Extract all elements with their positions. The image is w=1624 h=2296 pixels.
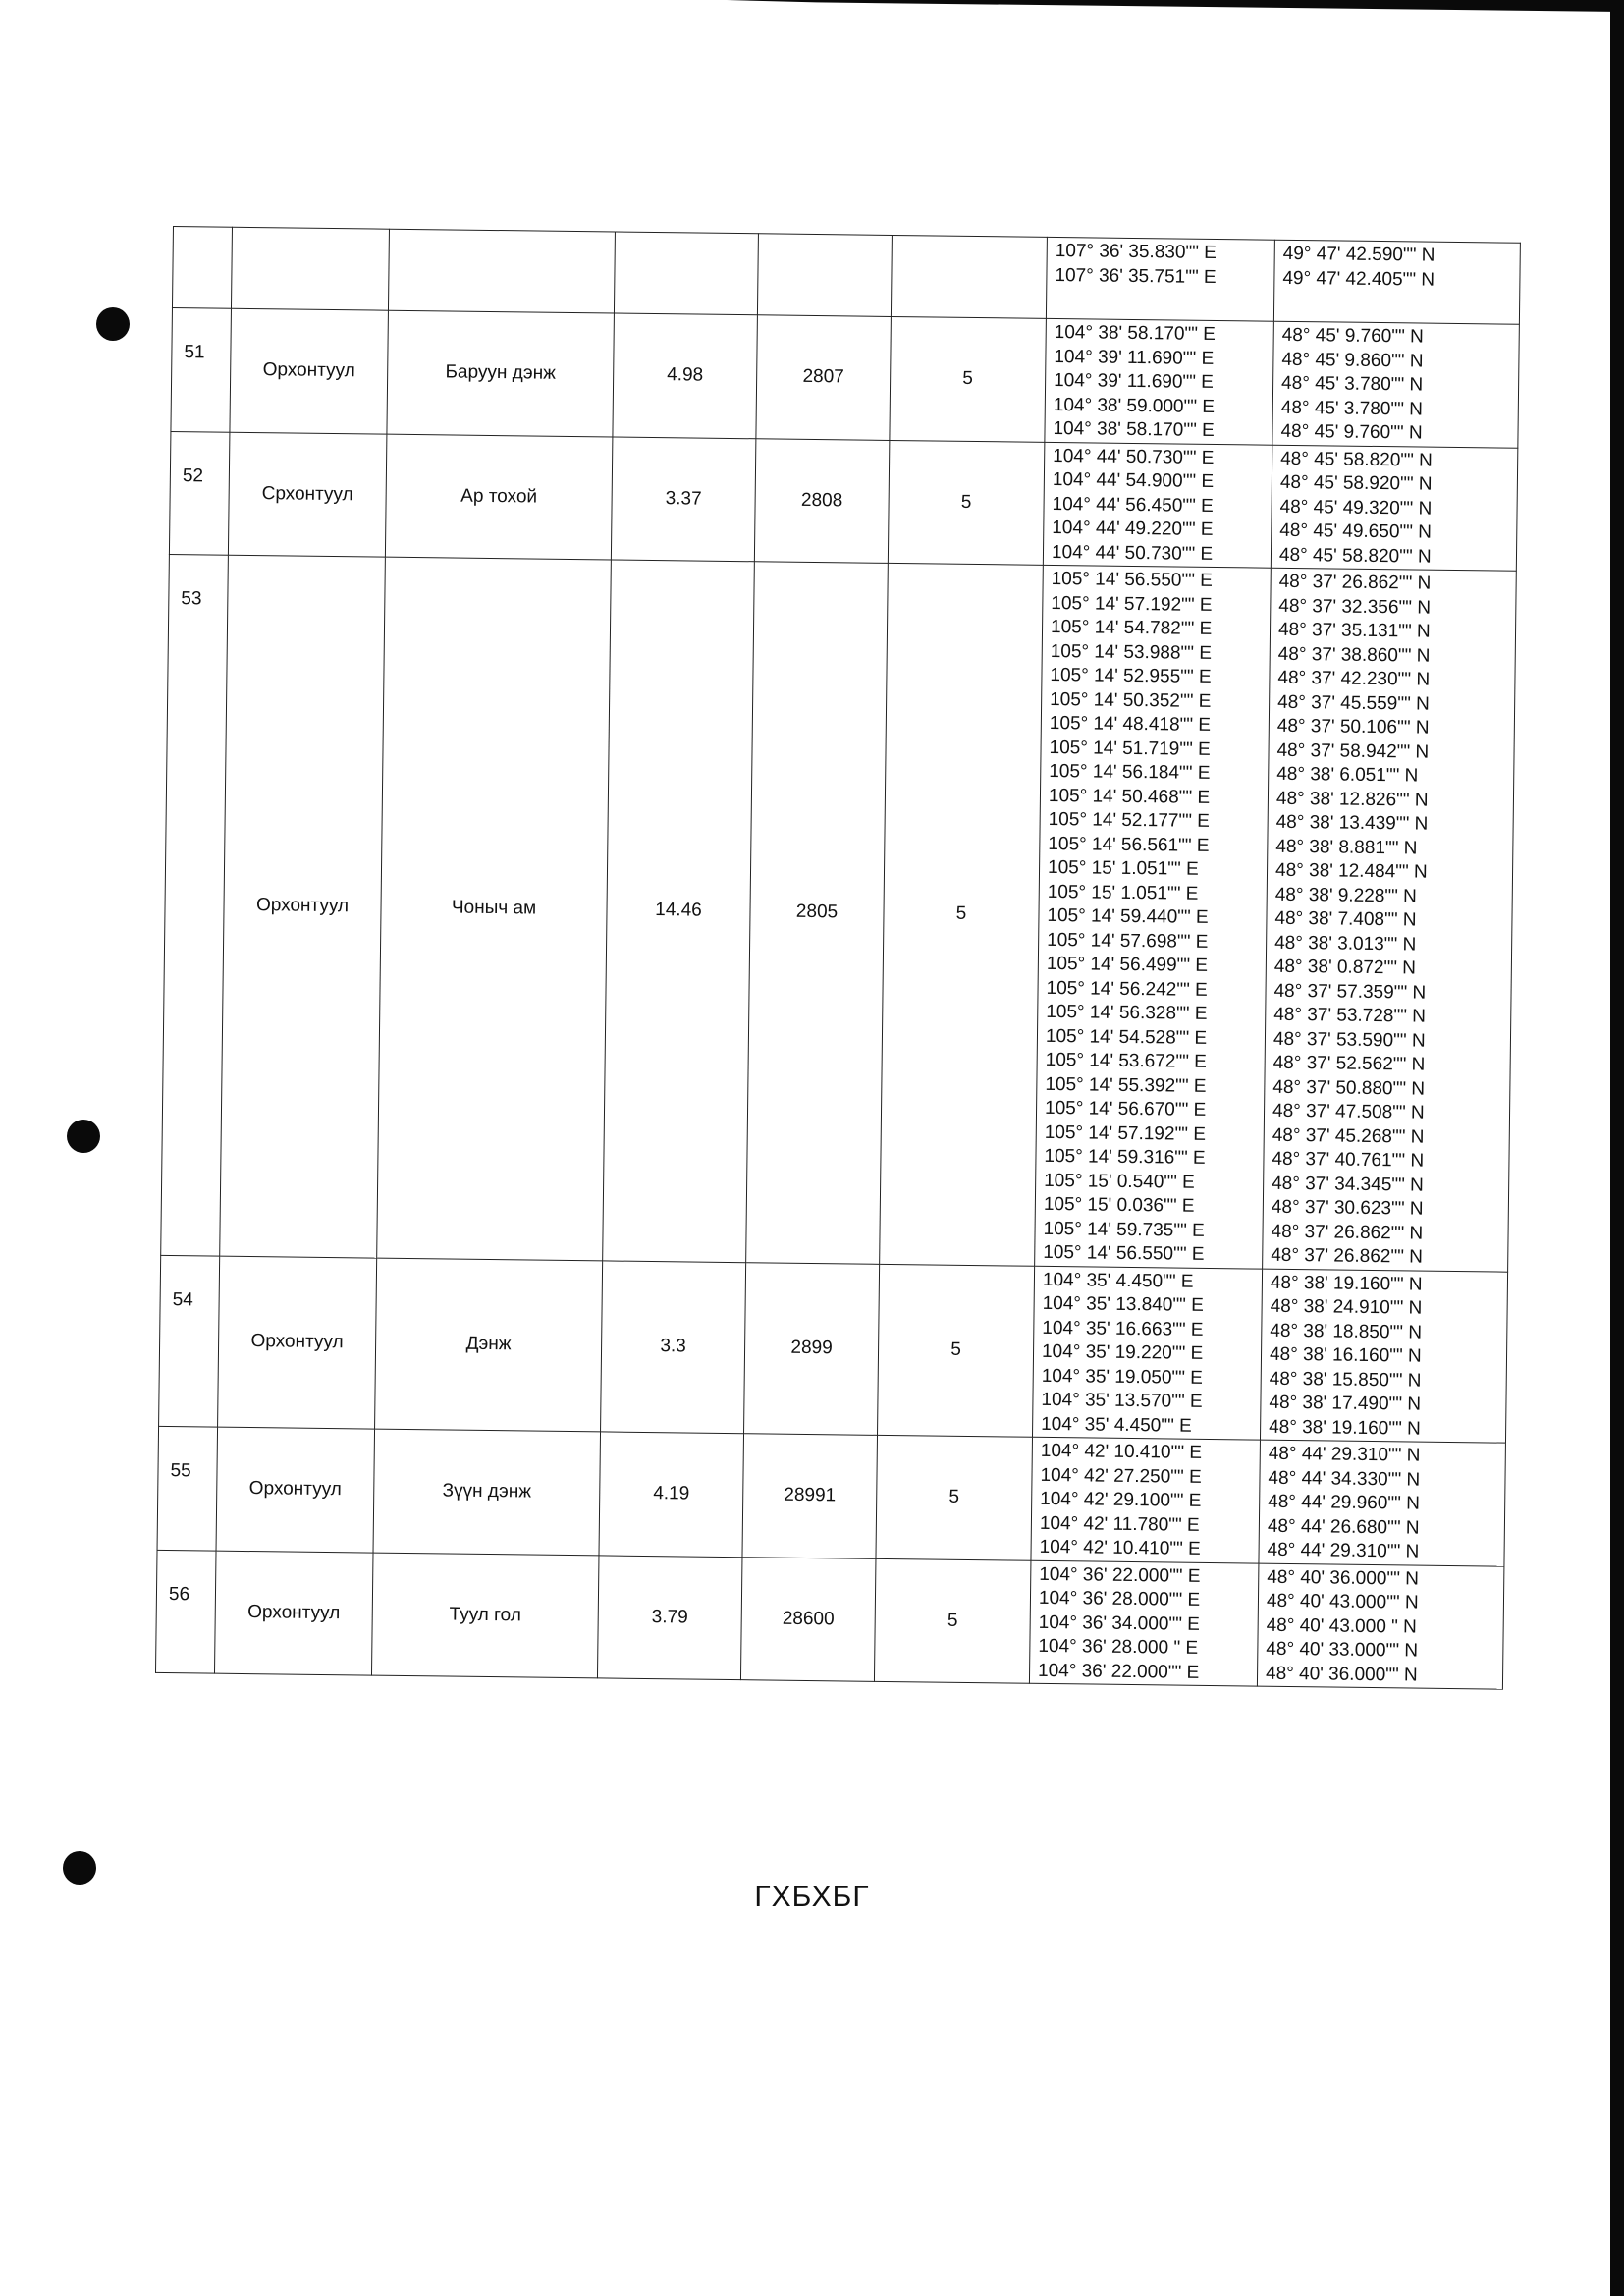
longitude-value: 105° 14' 51.719"" E	[1049, 737, 1211, 760]
latitude-value: 48° 37' 26.862"" N	[1271, 1244, 1424, 1268]
latitude-list	[1263, 568, 1517, 1272]
longitude-value: 105° 15' 1.051"" E	[1047, 881, 1199, 904]
latitude-value: 48° 45' 3.780"" N	[1280, 397, 1424, 420]
row-area	[614, 232, 758, 315]
latitude-value: 48° 38' 19.160"" N	[1270, 1272, 1423, 1295]
latitude-value: 48° 37' 26.862"" N	[1278, 571, 1432, 594]
row-aimag: Орхонтуул	[214, 1551, 373, 1675]
row-site-name: Дэнж	[375, 1258, 603, 1432]
row-aimag: Орхонтуул	[216, 1427, 375, 1552]
table-row	[159, 1255, 1508, 1443]
latitude-value: 48° 37' 40.761"" N	[1272, 1148, 1425, 1172]
longitude-value: 105° 14' 53.988"" E	[1050, 640, 1213, 664]
latitude-value: 48° 37' 45.559"" N	[1277, 691, 1430, 715]
row-code: 2805	[746, 562, 889, 1264]
row-class: 5	[880, 563, 1044, 1265]
punch-hole	[96, 307, 130, 341]
longitude-value: 105° 14' 52.177"" E	[1048, 808, 1210, 832]
longitude-value: 105° 14' 54.782"" E	[1050, 616, 1213, 639]
scan-edge-right	[1610, 0, 1624, 2296]
latitude-value: 48° 40' 36.000"" N	[1265, 1663, 1418, 1686]
latitude-value: 48° 37' 45.268"" N	[1272, 1124, 1425, 1148]
row-aimag: Орхонтуул	[220, 555, 386, 1257]
table-body	[155, 227, 1520, 1690]
latitude-value: 48° 38' 7.408"" N	[1274, 907, 1417, 931]
footer-text: ГХБХБГ	[754, 1881, 870, 1913]
row-site-name: Туул гол	[371, 1553, 599, 1678]
row-class: 5	[876, 1435, 1033, 1559]
longitude-value: 104° 42' 29.100"" E	[1040, 1488, 1202, 1511]
punch-hole	[67, 1120, 100, 1153]
longitude-list	[1035, 565, 1272, 1268]
latitude-value: 48° 37' 58.942"" N	[1276, 739, 1430, 763]
longitude-value: 105° 14' 50.352"" E	[1050, 688, 1212, 712]
latitude-value: 48° 40' 43.000 " N	[1266, 1614, 1417, 1638]
longitude-value: 105° 14' 48.418"" E	[1049, 712, 1212, 736]
table-row	[155, 1550, 1503, 1689]
longitude-value: 105° 14' 56.561"" E	[1048, 833, 1210, 856]
row-site-name: Зүүн дэнж	[373, 1429, 601, 1555]
longitude-value: 104° 42' 10.410"" E	[1039, 1536, 1201, 1559]
latitude-value: 48° 37' 42.230"" N	[1277, 667, 1431, 690]
longitude-value: 105° 14' 56.242"" E	[1046, 977, 1208, 1001]
latitude-value: 48° 45' 58.820"" N	[1280, 448, 1433, 471]
latitude-value: 48° 44' 29.310"" N	[1267, 1539, 1420, 1562]
row-number	[172, 227, 232, 309]
latitude-list	[1272, 321, 1520, 448]
row-number: 52	[169, 431, 230, 555]
latitude-value: 48° 38' 3.013"" N	[1274, 932, 1417, 956]
longitude-value: 104° 35' 13.840"" E	[1042, 1292, 1204, 1316]
latitude-list	[1273, 240, 1520, 324]
longitude-value: 105° 14' 59.440"" E	[1047, 904, 1209, 928]
latitude-value: 48° 38' 12.484"" N	[1274, 859, 1428, 883]
row-site-name	[388, 229, 615, 313]
longitude-value: 105° 14' 56.328"" E	[1046, 1001, 1208, 1024]
longitude-value: 105° 14' 54.528"" E	[1045, 1025, 1208, 1049]
latitude-value: 48° 37' 30.623"" N	[1271, 1196, 1424, 1220]
longitude-value: 105° 14' 56.184"" E	[1049, 760, 1211, 784]
coordinates-table	[155, 226, 1521, 1690]
longitude-value: 104° 36' 22.000"" E	[1039, 1563, 1201, 1587]
latitude-value: 48° 37' 38.860"" N	[1277, 643, 1431, 667]
longitude-list	[1031, 1437, 1261, 1562]
longitude-value: 104° 35' 16.663"" E	[1042, 1317, 1204, 1340]
longitude-value: 104° 44' 54.900"" E	[1052, 468, 1215, 492]
longitude-value: 105° 14' 59.735"" E	[1043, 1218, 1205, 1241]
longitude-value: 104° 44' 50.730"" E	[1051, 541, 1214, 565]
latitude-value: 48° 38' 0.872"" N	[1273, 956, 1417, 979]
longitude-value: 105° 14' 56.550"" E	[1043, 1241, 1205, 1265]
scan-edge-top	[727, 0, 1624, 12]
longitude-list	[1046, 237, 1274, 321]
latitude-value: 48° 37' 52.562"" N	[1272, 1052, 1426, 1075]
latitude-value: 48° 45' 58.820"" N	[1278, 544, 1432, 568]
latitude-value: 48° 45' 49.320"" N	[1279, 496, 1433, 519]
longitude-value: 104° 35' 13.570"" E	[1041, 1389, 1203, 1412]
longitude-value: 104° 38' 58.170"" E	[1053, 417, 1215, 441]
latitude-value: 48° 37' 53.590"" N	[1272, 1028, 1426, 1052]
longitude-value: 105° 14' 52.955"" E	[1050, 664, 1212, 687]
longitude-value: 105° 14' 57.192"" E	[1051, 592, 1213, 616]
longitude-list	[1029, 1560, 1259, 1686]
longitude-value: 104° 39' 11.690"" E	[1054, 346, 1215, 369]
row-class: 5	[878, 1264, 1035, 1437]
row-area: 14.46	[603, 560, 755, 1262]
longitude-value: 107° 36' 35.751"" E	[1055, 264, 1217, 288]
table-row	[169, 431, 1517, 571]
longitude-value: 104° 44' 50.730"" E	[1053, 445, 1215, 468]
latitude-value: 49° 47' 42.590"" N	[1282, 243, 1435, 266]
row-code: 28600	[740, 1557, 876, 1681]
row-number: 55	[157, 1426, 218, 1550]
latitude-value: 48° 45' 9.760"" N	[1280, 420, 1423, 444]
latitude-list	[1257, 1563, 1504, 1690]
latitude-value: 48° 38' 17.490"" N	[1269, 1392, 1422, 1415]
longitude-value: 105° 14' 55.392"" E	[1045, 1073, 1207, 1097]
row-class: 5	[874, 1558, 1031, 1683]
row-area: 3.79	[597, 1555, 742, 1679]
latitude-value: 48° 45' 3.780"" N	[1280, 372, 1424, 396]
longitude-value: 104° 36' 28.000"" E	[1038, 1587, 1201, 1611]
latitude-list	[1271, 445, 1518, 572]
longitude-value: 104° 39' 11.690"" E	[1054, 369, 1215, 393]
latitude-value: 48° 38' 19.160"" N	[1269, 1416, 1421, 1440]
longitude-value: 104° 44' 49.220"" E	[1052, 517, 1214, 540]
longitude-value: 104° 35' 4.450"" E	[1042, 1269, 1194, 1292]
row-site-name: Баруун дэнж	[387, 310, 615, 436]
longitude-value: 107° 36' 35.830"" E	[1055, 240, 1218, 263]
row-number: 53	[161, 554, 229, 1255]
longitude-value: 104° 36' 22.000"" E	[1037, 1660, 1200, 1683]
longitude-value: 105° 14' 57.192"" E	[1044, 1121, 1207, 1145]
longitude-value: 104° 35' 4.450"" E	[1041, 1413, 1192, 1437]
latitude-value: 48° 44' 26.680"" N	[1267, 1515, 1420, 1539]
latitude-value: 48° 37' 35.131"" N	[1277, 619, 1431, 642]
row-code: 2807	[756, 315, 892, 440]
longitude-list	[1032, 1266, 1262, 1440]
row-code	[757, 234, 892, 317]
latitude-value: 48° 38' 18.850"" N	[1270, 1320, 1423, 1343]
row-code: 2808	[754, 438, 890, 563]
latitude-value: 48° 38' 12.826"" N	[1275, 788, 1429, 811]
latitude-value: 48° 37' 53.728"" N	[1273, 1004, 1427, 1027]
row-class	[891, 235, 1047, 318]
latitude-value: 48° 45' 49.650"" N	[1279, 519, 1433, 543]
longitude-value: 104° 38' 59.000"" E	[1053, 394, 1216, 417]
latitude-value: 48° 38' 24.910"" N	[1270, 1295, 1423, 1319]
latitude-value: 48° 38' 15.850"" N	[1269, 1368, 1422, 1392]
row-area: 4.19	[599, 1432, 744, 1557]
row-number: 54	[159, 1255, 220, 1427]
longitude-value: 105° 14' 59.316"" E	[1044, 1145, 1206, 1169]
row-aimag: Орхонтуул	[230, 308, 389, 433]
row-aimag	[231, 227, 389, 310]
longitude-value: 105° 15' 0.036"" E	[1043, 1193, 1195, 1217]
latitude-value: 48° 37' 57.359"" N	[1273, 980, 1427, 1004]
latitude-value: 48° 44' 34.330"" N	[1268, 1467, 1421, 1491]
longitude-value: 105° 14' 56.550"" E	[1051, 568, 1213, 591]
row-number: 51	[171, 307, 232, 431]
latitude-value: 48° 38' 9.228"" N	[1274, 884, 1417, 907]
longitude-value: 105° 14' 50.468"" E	[1048, 785, 1211, 808]
longitude-value: 104° 42' 27.250"" E	[1040, 1464, 1202, 1488]
longitude-value: 104° 38' 58.170"" E	[1054, 321, 1217, 345]
row-area: 3.37	[611, 436, 756, 561]
latitude-value: 48° 45' 9.860"" N	[1281, 349, 1424, 372]
table-row	[161, 554, 1517, 1271]
row-aimag: Орхонтуул	[218, 1256, 377, 1429]
row-area: 4.98	[613, 313, 758, 438]
longitude-value: 105° 14' 56.499"" E	[1046, 953, 1209, 976]
latitude-value: 48° 37' 50.880"" N	[1272, 1076, 1426, 1100]
latitude-list	[1259, 1440, 1506, 1566]
latitude-value: 48° 44' 29.310"" N	[1268, 1443, 1421, 1466]
latitude-value: 48° 40' 43.000"" N	[1266, 1590, 1419, 1613]
latitude-value: 48° 38' 6.051"" N	[1276, 763, 1419, 787]
latitude-value: 48° 40' 33.000"" N	[1266, 1638, 1419, 1662]
longitude-value: 104° 35' 19.050"" E	[1041, 1365, 1204, 1389]
longitude-value: 105° 14' 57.698"" E	[1047, 929, 1209, 953]
row-aimag: Срхонтуул	[228, 432, 387, 557]
latitude-value: 48° 38' 16.160"" N	[1269, 1343, 1422, 1367]
row-area: 3.3	[601, 1260, 746, 1433]
latitude-value: 48° 38' 13.439"" N	[1275, 811, 1429, 835]
row-number: 56	[155, 1550, 216, 1673]
row-class: 5	[890, 316, 1047, 441]
longitude-value: 104° 42' 10.410"" E	[1040, 1440, 1203, 1463]
document-sheet	[155, 226, 1520, 1690]
latitude-value: 48° 37' 26.862"" N	[1271, 1221, 1424, 1244]
latitude-value: 48° 37' 47.508"" N	[1272, 1100, 1425, 1123]
table-row	[157, 1426, 1505, 1565]
longitude-value: 105° 15' 1.051"" E	[1047, 856, 1199, 880]
latitude-value: 48° 40' 36.000"" N	[1267, 1566, 1420, 1590]
longitude-value: 105° 14' 53.672"" E	[1045, 1049, 1207, 1072]
latitude-value: 48° 44' 29.960"" N	[1268, 1491, 1420, 1514]
longitude-value: 104° 42' 11.780"" E	[1039, 1512, 1200, 1536]
latitude-value: 48° 37' 34.345"" N	[1272, 1173, 1424, 1196]
latitude-value: 48° 45' 9.760"" N	[1281, 324, 1424, 348]
longitude-value: 105° 14' 56.670"" E	[1044, 1097, 1207, 1121]
punch-hole	[63, 1851, 96, 1885]
table-row	[171, 307, 1519, 447]
latitude-value: 48° 45' 58.920"" N	[1279, 471, 1433, 495]
row-class: 5	[888, 440, 1045, 565]
row-code: 2899	[744, 1262, 880, 1435]
latitude-list	[1260, 1269, 1507, 1444]
longitude-value: 104° 35' 19.220"" E	[1041, 1340, 1204, 1364]
row-site-name: Ар тохой	[385, 434, 613, 560]
longitude-value: 104° 36' 34.000"" E	[1038, 1612, 1200, 1635]
latitude-value: 49° 47' 42.405"" N	[1282, 267, 1435, 291]
row-site-name: Чоныч ам	[377, 557, 612, 1260]
longitude-value: 105° 15' 0.540"" E	[1044, 1170, 1195, 1193]
latitude-value: 48° 37' 50.106"" N	[1276, 715, 1430, 738]
longitude-list	[1045, 318, 1274, 444]
latitude-value: 48° 37' 32.356"" N	[1278, 595, 1432, 619]
longitude-list	[1043, 442, 1272, 568]
latitude-value: 48° 38' 8.881"" N	[1275, 836, 1418, 859]
longitude-value: 104° 44' 56.450"" E	[1052, 493, 1214, 517]
row-code: 28991	[742, 1434, 878, 1558]
longitude-value: 104° 36' 28.000 " E	[1038, 1635, 1199, 1659]
